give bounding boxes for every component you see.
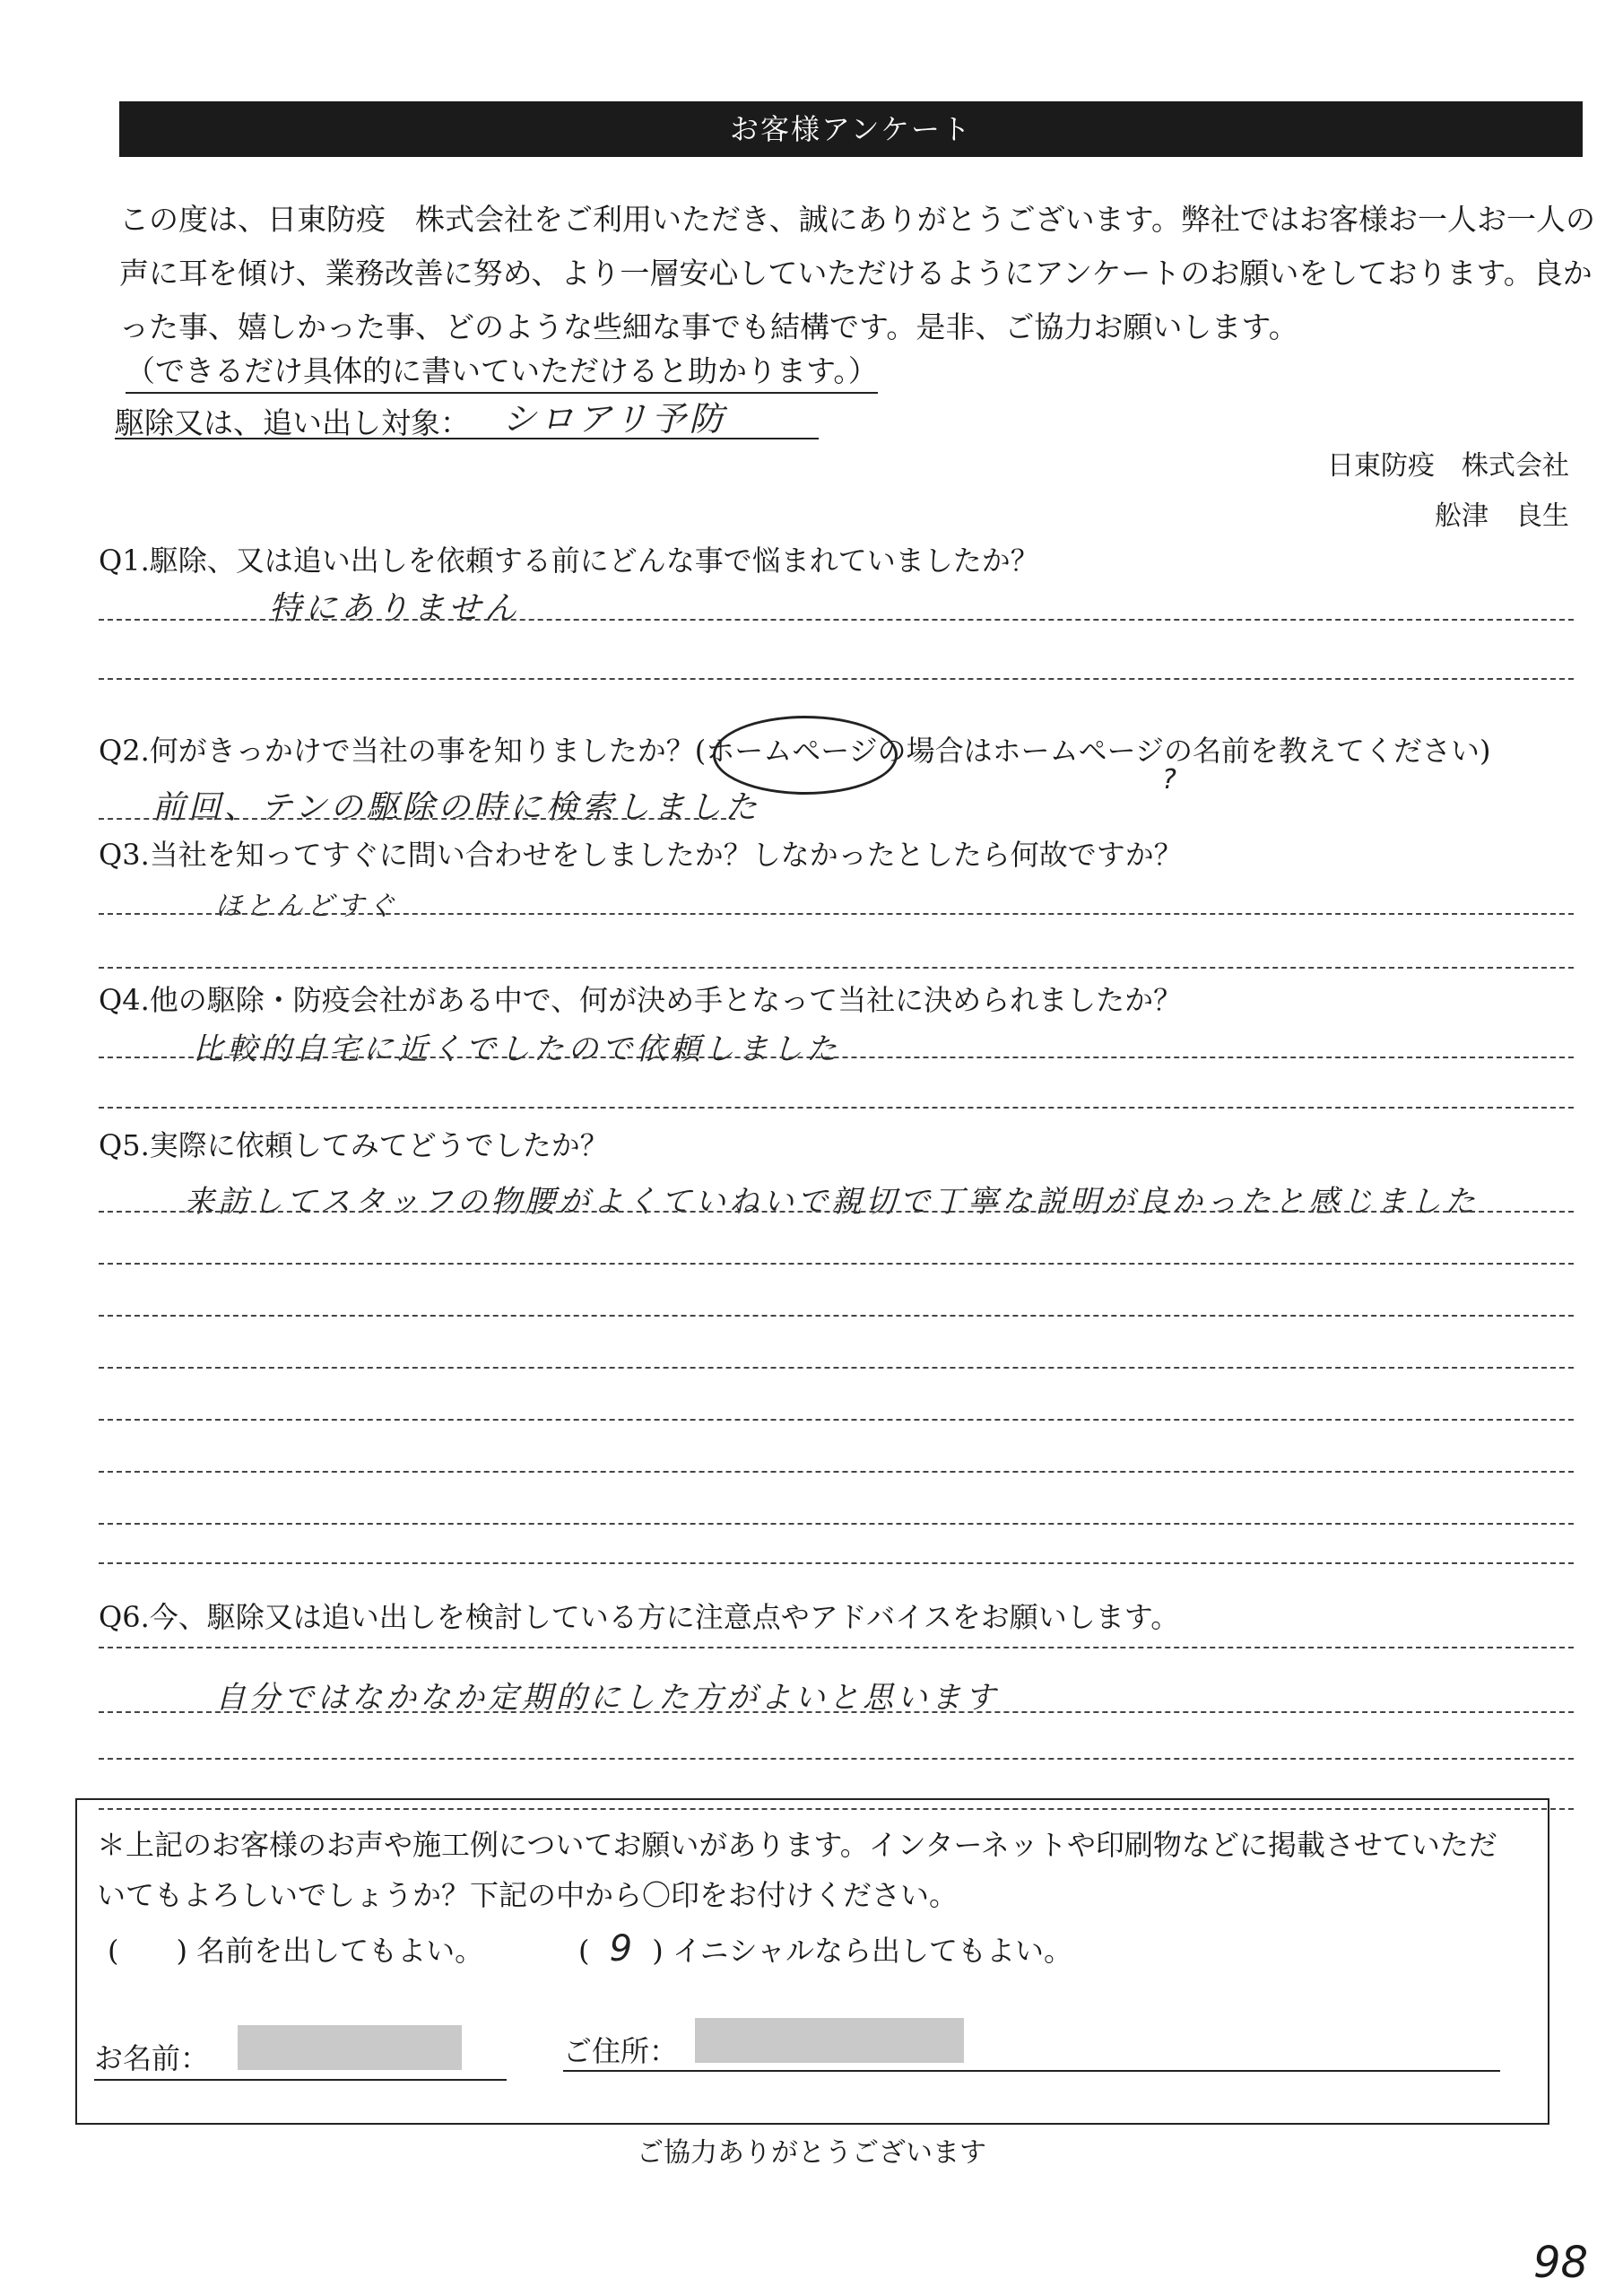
intro-line: この度は、日東防疫 株式会社をご利用いただき、誠にありがとうございます。弊社ではお客様お一人お一人の [119, 202, 1596, 237]
answer-text: 来訪してスタッフの物腰がよくていねいで親切で丁寧な説明が良かったと感じました [184, 1184, 1479, 1220]
answer-line [99, 818, 735, 820]
question-label: Q3.当社を知ってすぐに問い合わせをしましたか？しなかったとしたら何故ですか？ [99, 838, 1183, 872]
question-label: Q2.何がきっかけで当社の事を知りましたか？(ホームページの場合はホームページの名前を教えてください) [99, 734, 1491, 768]
question-label: Q5.実際に依頼してみてどうでしたか？ [99, 1128, 609, 1162]
answer-line [99, 1263, 1574, 1265]
answer-line [99, 967, 1574, 969]
redacted-address [695, 2018, 964, 2063]
answer-line [99, 1211, 1574, 1213]
page-number: 98 [1533, 2238, 1589, 2288]
consent-option-initial [578, 1928, 1072, 1970]
consent-line: ＊上記のお客様のお声や施工例についてお願いがあります。インターネットや印刷物などに掲載させていただ [97, 1828, 1497, 1862]
question-label: Q4.他の駆除・防疫会社がある中で、何が決め手となって当社に決められましたか？ [99, 983, 1183, 1017]
answer-line [99, 678, 1574, 680]
answer-line [99, 1562, 1574, 1564]
consent-option-name: ( ) 名前を出してもよい。 [108, 1934, 484, 1968]
answer-line [99, 1419, 1574, 1421]
redacted-name [238, 2025, 462, 2070]
thanks-text: ご協力ありがとうございます [637, 2137, 986, 2169]
answer-text: 自分ではなかなか定期的にした方がよいと思います [215, 1680, 999, 1716]
question-label: Q1.駆除、又は追い出しを依頼する前にどんな事で悩まれていましたか？ [99, 544, 1039, 578]
answer-text: ほとんどすぐ [215, 891, 398, 922]
answer-line [99, 1057, 1574, 1058]
target-value: シロアリ予防 [502, 399, 727, 439]
consent-line: いてもよろしいでしょうか？下記の中から〇印をお付けください。 [97, 1878, 959, 1912]
name-label: お名前： [94, 2041, 210, 2075]
page-title: お客様アンケート [119, 101, 1583, 157]
answer-line [99, 913, 1574, 915]
option-hand-mark: 9 [609, 1928, 633, 1970]
answer-text: 特にありません [269, 590, 521, 627]
answer-line [99, 1758, 1574, 1760]
question-label: Q6.今、駆除又は追い出しを検討している方に注意点やアドバイスをお願いします。 [99, 1600, 1180, 1634]
answer-text: 前回、テンの駆除の時に検索しました [152, 789, 761, 826]
company-block [1327, 441, 1569, 542]
answer-line [99, 1107, 1574, 1109]
company-name: 日東防疫 株式会社 [1327, 450, 1569, 482]
answer-line [99, 619, 1574, 621]
answer-line [99, 1315, 1574, 1317]
address-underline [563, 2070, 1500, 2072]
answer-line [99, 1471, 1574, 1473]
option-open-paren: ( [578, 1934, 590, 1968]
company-person: 舩津 良生 [1435, 500, 1569, 532]
name-underline [94, 2079, 507, 2081]
answer-line [99, 1647, 1574, 1648]
target-underline [115, 438, 819, 439]
intro-note: （できるだけ具体的に書いていただけると助かります。） [126, 348, 878, 394]
answer-line [99, 1711, 1574, 1713]
question-mark: ? [1162, 764, 1180, 796]
answer-text: 比較的自宅に近くでしたので依頼しました [193, 1031, 840, 1067]
intro-line: 声に耳を傾け、業務改善に努め、より一層安心していただけるようにアンケートのお願いをしております。良か [119, 256, 1593, 291]
answer-line [99, 1523, 1574, 1525]
answer-line [99, 1367, 1574, 1369]
intro-paragraph [119, 193, 1596, 354]
address-label: ご住所： [563, 2034, 679, 2068]
intro-line: った事、嬉しかった事、どのような些細な事でも結構です。是非、ご協力お願いします。 [119, 309, 1298, 344]
target-label: 駆除又は、追い出し対象： [115, 405, 470, 440]
option-rest: ) イニシャルなら出してもよい。 [652, 1934, 1073, 1968]
